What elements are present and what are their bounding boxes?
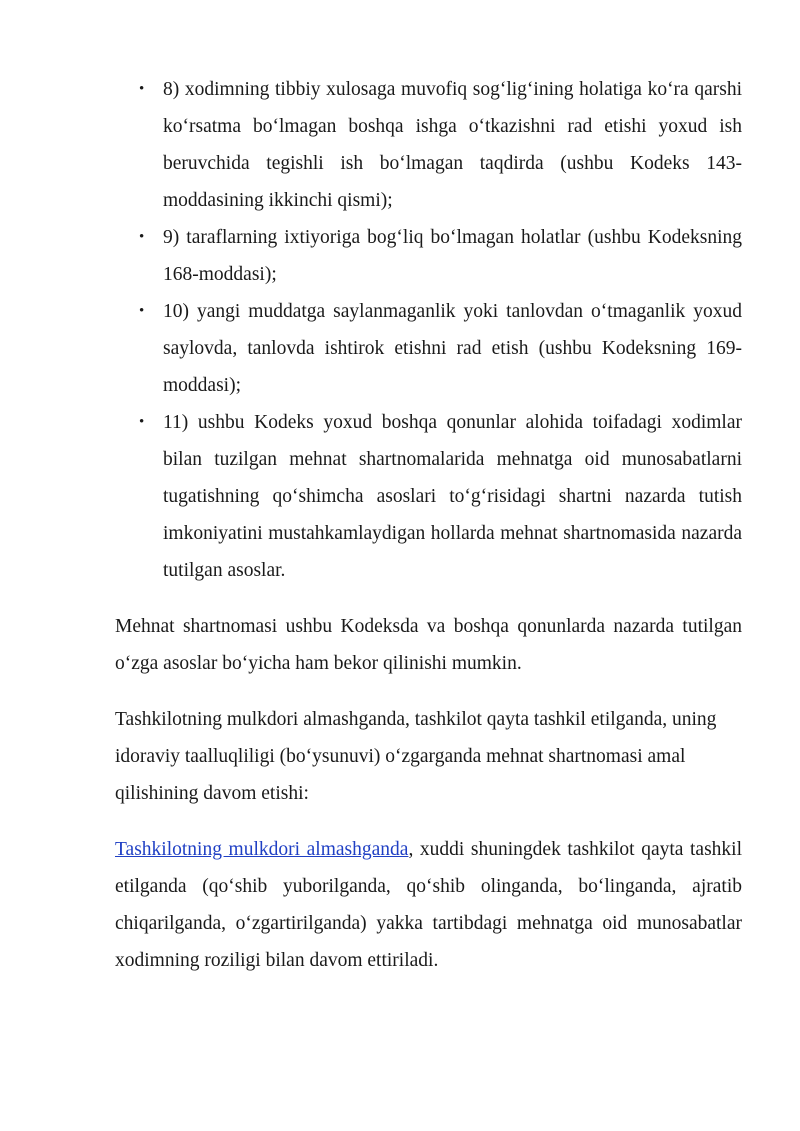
list-item [139,71,742,219]
bullet-marker: • [139,81,145,97]
owner-change-link[interactable]: Tashkilotning mulkdori almashganda [115,839,409,860]
paragraph-continuation [115,831,742,979]
list-item [139,404,742,589]
bullet-marker: • [139,414,145,430]
paragraph-other-grounds: Mehnat shartnomasi ushbu Kodeksda va boshqa qonunlarda nazarda tutilgan o‘zga asoslar bo‘yicha ham bekor qilinishi mumkin. [115,616,742,674]
list-item [139,219,742,293]
list-item-text: 9) taraflarning ixtiyoriga bog‘liq bo‘lmagan holatlar (ushbu Kodeksning 168-moddasi); [163,227,742,285]
list-item-text: 11) ushbu Kodeks yoxud boshqa qonunlar alohida toifadagi xodimlar bilan tuzilgan mehnat shartnomalarida mehnatga oid munosabatlarni tugatishning qo‘shimcha asoslari to‘g‘risidagi shartni nazarda tutish imkoniyatini mustahkamlaydigan hollarda mehnat shartnomasida nazarda tutilgan asoslar. [163,412,742,581]
paragraph-heading-continuation: Tashkilotning mulkdori almashganda, tashkilot qayta tashkil etilganda, uning idoraviy taalluqliligi (bo‘ysunuvi) o‘zgarganda mehnat shartnomasi amal qilishining davom etishi: [115,709,717,804]
document-page [115,71,742,979]
grounds-list [115,71,742,589]
list-item [139,293,742,404]
bullet-marker: • [139,229,145,245]
list-item-text: 10) yangi muddatga saylanmaganlik yoki tanlovdan o‘tmaganlik yoxud saylovda, tanlovda ishtirok etishni rad etish (ushbu Kodeksning 169-moddasi); [163,301,742,396]
list-item-text: 8) xodimning tibbiy xulosaga muvofiq sog‘lig‘ining holatiga ko‘ra qarshi ko‘rsatma bo‘lmagan boshqa ishga o‘tkazishni rad etishi yoxud ish beruvchida tegishli ish bo‘lmagan taqdirda (ushbu Kodeks 143-moddasining ikkinchi qismi); [163,79,742,211]
bullet-marker: • [139,303,145,319]
paragraph-continuation-text: , xuddi shuningdek tashkilot qayta tashkil etilganda (qo‘shib yuborilganda, qo‘shib olinganda, bo‘linganda, ajratib chiqarilganda, o‘zgartirilganda) yakka tartibdagi mehnatga oid munosabatlar xodimning roziligi bilan davom ettiriladi. [115,839,743,971]
